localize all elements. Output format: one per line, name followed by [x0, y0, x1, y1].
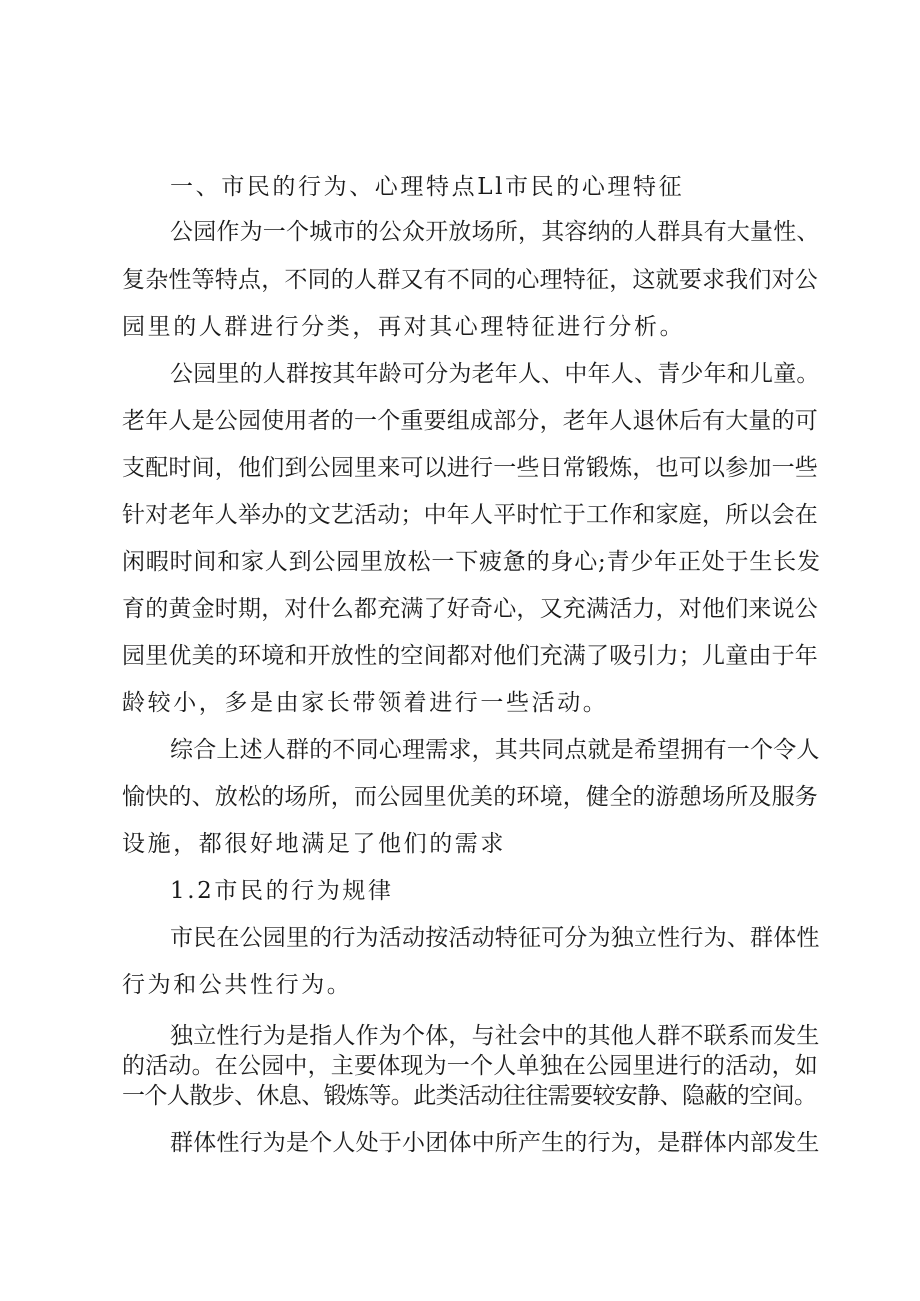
paragraph-line: 针对老年人举办的文艺活动；中年人平时忙于工作和家庭，所以会在: [122, 502, 818, 528]
paragraph-line: 园里的人群进行分类，再对其心理特征进行分析。: [122, 314, 686, 340]
section-heading: 一、市民的行为、心理特点Ll市民的心理特征: [170, 174, 685, 200]
paragraph-line: 愉快的、放松的场所，而公园里优美的环境，健全的游憩场所及服务: [122, 784, 818, 810]
paragraph-line: 综合上述人群的不同心理需求，其共同点就是希望拥有一个令人: [170, 737, 820, 763]
paragraph-line: 行为和公共性行为。: [122, 972, 353, 998]
paragraph-line: 龄较小，多是由家长带领着进行一些活动。: [122, 690, 609, 716]
paragraph-line: 市民在公园里的行为活动按活动特征可分为独立性行为、群体性: [170, 925, 820, 951]
paragraph-line: 独立性行为是指人作为个体，与社会中的其他人群不联系而发生: [170, 1023, 820, 1049]
paragraph-line: 闲暇时间和家人到公园里放松一下疲惫的身心;青少年正处于生长发: [122, 549, 821, 575]
paragraph-line: 设施，都很好地满足了他们的需求: [122, 831, 506, 857]
paragraph-line: 公园作为一个城市的公众开放场所，其容纳的人群具有大量性、: [170, 219, 820, 245]
paragraph-line: 支配时间，他们到公园里来可以进行一些日常锻炼，也可以参加一些: [122, 455, 818, 481]
paragraph-line: 公园里的人群按其年龄可分为老年人、中年人、青少年和儿童。: [170, 361, 820, 387]
paragraph-line: 一个人散步、休息、锻炼等。此类活动往往需要较安静、隐蔽的空间。: [122, 1083, 817, 1109]
paragraph-line: 的活动。在公园中，主要体现为一个人单独在公园里进行的活动，如: [122, 1053, 818, 1079]
paragraph-line: 老年人是公园使用者的一个重要组成部分，老年人退休后有大量的可: [122, 408, 818, 434]
paragraph-line: 园里优美的环境和开放性的空间都对他们充满了吸引力；儿童由于年: [122, 643, 818, 669]
paragraph-line: 群体性行为是个人处于小团体中所产生的行为，是群体内部发生: [170, 1130, 820, 1156]
paragraph-line: 复杂性等特点，不同的人群又有不同的心理特征，这就要求我们对公: [122, 267, 818, 293]
paragraph-line: 育的黄金时期，对什么都充满了好奇心，又充满活力，对他们来说公: [122, 596, 818, 622]
subsection-heading: 1.2市民的行为规律: [170, 878, 394, 904]
